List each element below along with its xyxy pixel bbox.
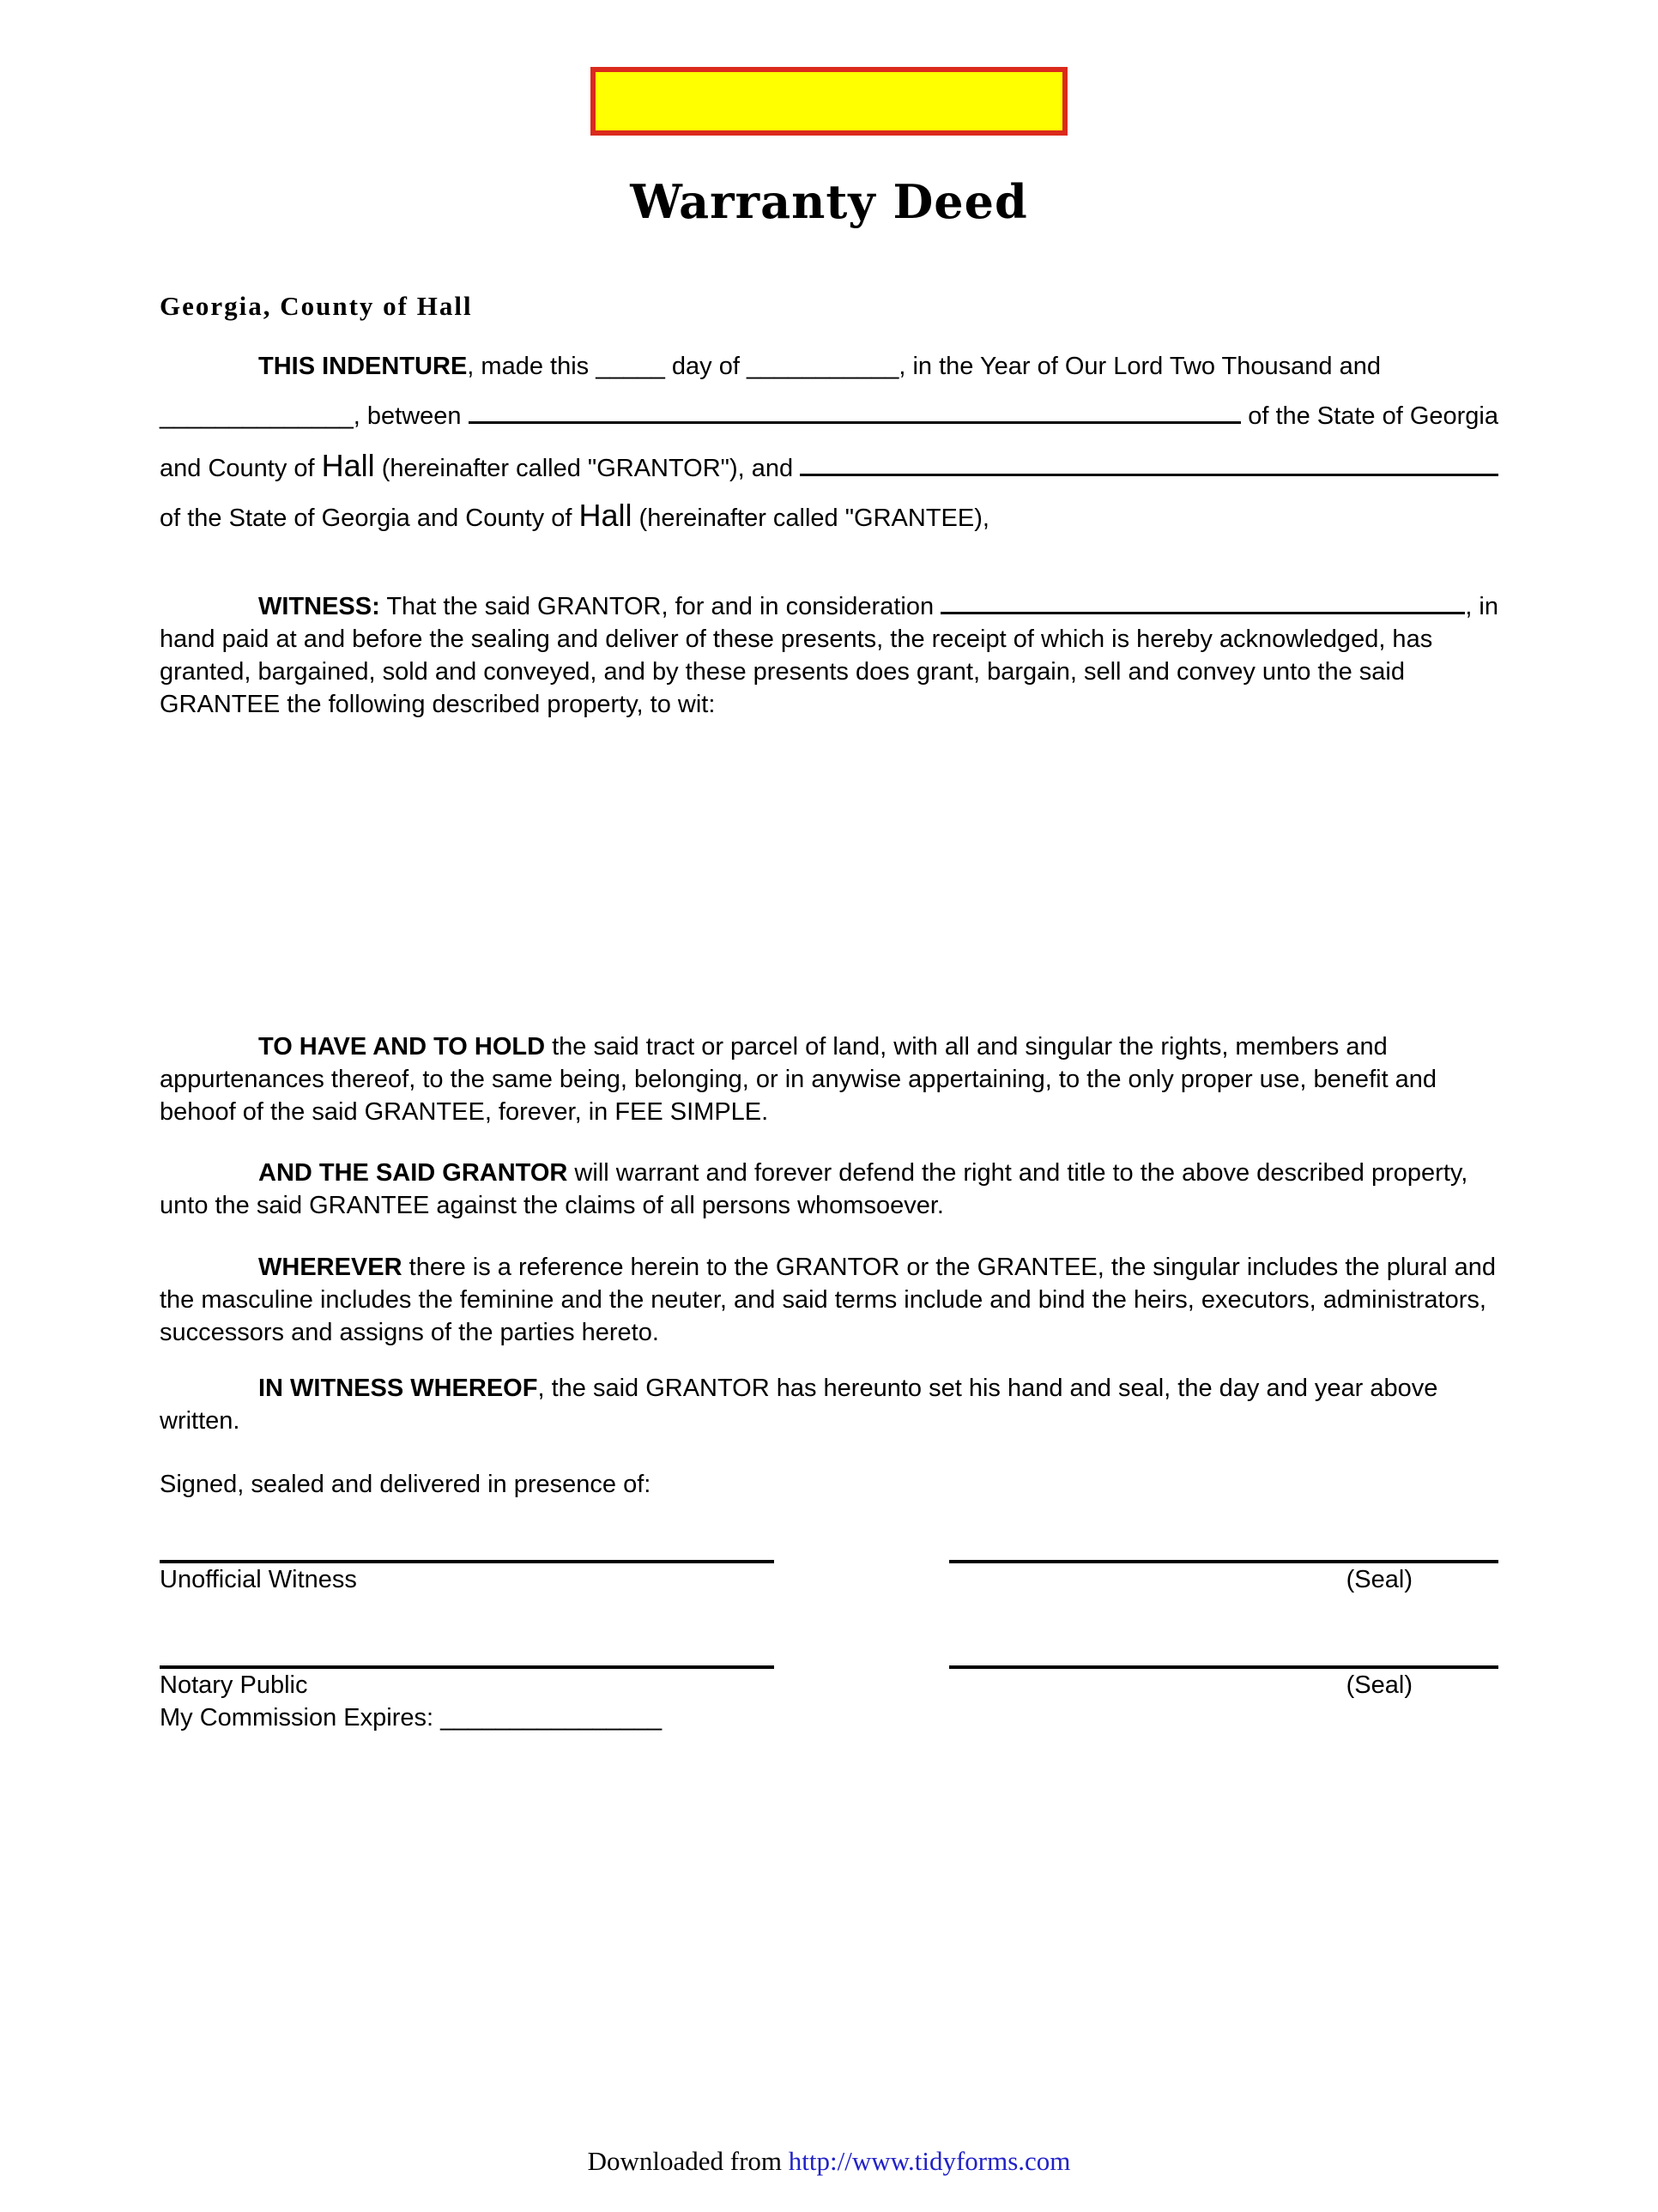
warranty-lead: AND THE SAID GRANTOR (258, 1159, 568, 1187)
witness-lead: WITNESS: (258, 593, 380, 620)
indenture-line-1-text: , made this _____ day of ___________, in the Year of Our Lord Two Thousand and (467, 353, 1381, 380)
signature-row-notary (160, 1665, 1498, 1734)
indenture-line-4-start: of the State of Georgia and County of (160, 505, 579, 532)
signature-row-witness (160, 1560, 1498, 1596)
grantee-name-blank-line (800, 474, 1498, 476)
footer-prefix: Downloaded from (587, 2146, 789, 2176)
indenture-line-2 (160, 400, 1498, 450)
grantor-signature-block-2 (949, 1665, 1498, 1701)
grantor-county-name: Hall (321, 448, 375, 483)
witness-signature-label: Unofficial Witness (160, 1566, 357, 1593)
notary-signature-block (160, 1665, 774, 1734)
warranty-deed-page (0, 67, 1658, 2212)
warranty-paragraph (160, 1157, 1498, 1222)
witness-line-1 (160, 590, 1498, 623)
indenture-line-2-end: of the State of Georgia (1241, 402, 1498, 430)
grantor-seal-label-2: (Seal) (1346, 1671, 1413, 1699)
presence-line: Signed, sealed and delivered in presence of: (160, 1471, 651, 1498)
witness-paragraph (160, 590, 1498, 721)
construction-body: there is a reference herein to the GRANTOR or the GRANTEE, the singular includes the plural and the masculine includes the feminine and the neuter, and said terms include and bind the heirs, executors, administrators, successors and assigns of the parties hereto. (160, 1254, 1497, 1346)
witness-line-1-text: That the said GRANTOR, for and in consideration (379, 593, 941, 620)
grantor-seal-label: (Seal) (1346, 1566, 1413, 1593)
tidyforms-link[interactable]: http://www.tidyforms.com (788, 2146, 1071, 2176)
grantor-signature-block (949, 1560, 1498, 1596)
indenture-line-3 (160, 450, 1498, 499)
testimonium-paragraph (160, 1372, 1498, 1437)
indenture-line-3-mid: (hereinafter called "GRANTOR"), and (374, 455, 801, 482)
indenture-line-1 (160, 350, 1498, 400)
witness-signature-block (160, 1560, 774, 1596)
construction-paragraph (160, 1251, 1498, 1349)
indenture-line-4 (160, 499, 1498, 549)
witness-line-1-end: , in (1465, 593, 1498, 620)
indenture-lead: THIS INDENTURE (258, 353, 468, 380)
indenture-line-3-start: and County of (160, 455, 322, 482)
grantor-name-blank-line (469, 421, 1242, 424)
witness-paragraph-body: hand paid at and before the sealing and deliver of these presents, the receipt of which is hereby acknowledged, has granted, bargained, sold and conveyed, and by these presents does grant, bargain, sell and convey unto the said GRANTEE the following described property, to wit: (160, 626, 1433, 718)
testimonium-body: , the said GRANTOR has hereunto set his hand and seal, the day and year above written. (160, 1375, 1438, 1435)
grantee-county-name: Hall (578, 498, 632, 533)
testimonium-lead: IN WITNESS WHEREOF (258, 1375, 538, 1402)
habendum-lead: TO HAVE AND TO HOLD (258, 1033, 546, 1061)
indenture-paragraph (160, 350, 1498, 549)
habendum-body: the said tract or parcel of land, with all and singular the rights, members and appurtenances thereof, to the same being, belonging, or in anywise appertaining, to the only proper use, benefit and behoof of the said GRANTEE, forever, in FEE SIMPLE. (160, 1033, 1437, 1126)
county-heading: Georgia, County of Hall (160, 291, 473, 321)
highlighted-blank-box (590, 67, 1068, 136)
habendum-paragraph (160, 1030, 1498, 1128)
page-footer (0, 2145, 1658, 2178)
construction-lead: WHEREVER (258, 1254, 402, 1281)
document-body (0, 290, 1658, 1734)
indenture-line-2-start: ______________, between (160, 402, 469, 430)
warranty-body: will warrant and forever defend the right and title to the above described property, unto the said GRANTEE against the claims of all persons whomsoever. (160, 1159, 1468, 1219)
commission-expires-label: My Commission Expires: ________________ (160, 1704, 663, 1732)
notary-signature-label: Notary Public (160, 1671, 308, 1699)
consideration-blank-line (941, 612, 1465, 614)
property-description-space (160, 721, 1498, 1030)
document-title: Warranty Deed (630, 174, 1028, 229)
indenture-line-4-end: (hereinafter called "GRANTEE), (632, 505, 989, 532)
